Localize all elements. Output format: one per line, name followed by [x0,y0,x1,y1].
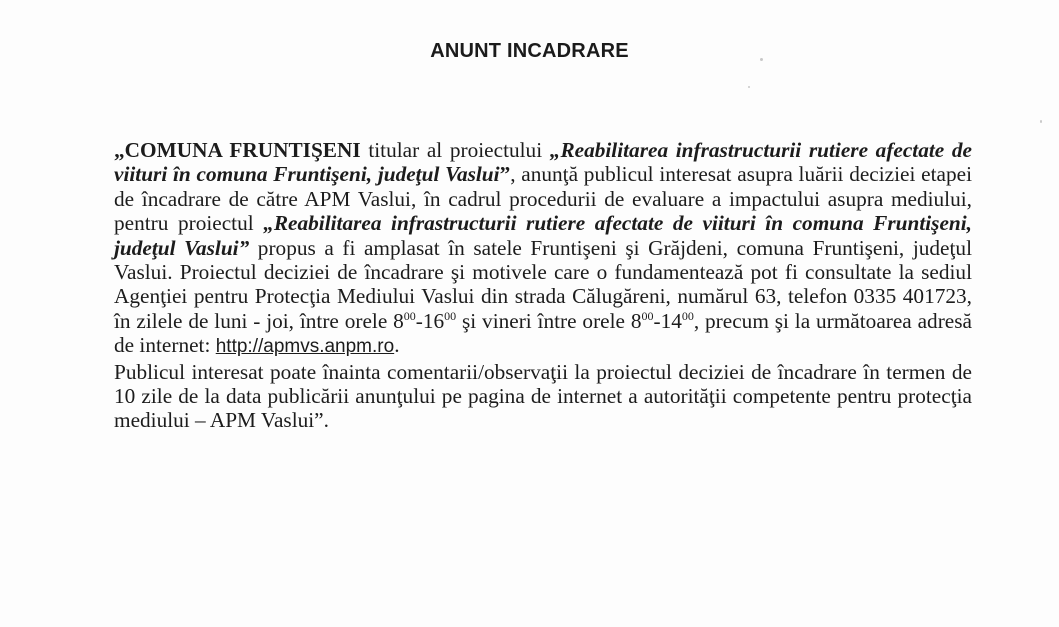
text-segment: propus a fi amplasat în satele Fruntişeni şi Grăjdeni, comuna Fruntişeni, judeţul Vaslui. Proiectul deciziei de încadrare şi motivele care o fundamentează pot fi consultate la sediul Agenţiei pentru Protecţia Mediului Vaslui din strada Călugăreni, numărul 63, telefon 0335 401723, în zilele de luni - joi, între orele [114,235,972,333]
scan-speck [748,86,750,88]
project-name-repeat: „Reabilitarea infrastructurii rutiere afectate de viituri în comuna Fruntişeni, judeţul Vaslui” [114,211,972,260]
open-quote: „ [114,138,125,162]
text-segment: titular al proiectului [360,138,550,162]
announcement-title: ANUNT INCADRARE [430,40,629,62]
announcement-paragraph-2: Publicul interesat poate înainta comentarii/observaţii la proiectul deciziei de încadrare în termen de 10 zile de la data publicării anunţului pe pagina de internet a autorităţii competente pentru protecţia mediului – APM Vaslui”. [114,359,972,433]
hours-superscript: 00 [641,308,654,323]
hours-weekdays-end: -16 [415,308,445,333]
hours-superscript: 00 [444,308,457,323]
project-name-quote-open: „ [549,138,561,162]
announcement-body [114,138,972,433]
scan-speck [1040,120,1042,123]
announcement-paragraph-1 [114,138,972,360]
website-link[interactable]: http://apmvs.anpm.ro [215,336,395,358]
text-segment: . [394,333,400,358]
project-holder: COMUNA FRUNTIŞENI [124,138,361,162]
project-name: Reabilitarea infrastructurii rutiere afectate de viituri în comuna Fruntişeni, judeţul Vaslui [114,138,972,187]
project-name-quote-close: ” [499,162,511,187]
text-segment: , anunţă publicul interesat asupra luării deciziei etapei de încadrare de către APM Vaslui, în cadrul procedurii de evaluare a impactului asupra mediului, pentru proiectul [114,162,972,236]
text-segment: , precum şi la următoarea adresă de internet: [114,308,972,358]
hours-friday-end: -14 [653,308,682,333]
hours-weekdays-start: 8 [393,308,404,333]
hours-superscript: 00 [681,308,694,323]
hours-friday-start: 8 [630,308,642,333]
text-segment: şi vineri între orele [456,308,631,333]
hours-superscript: 00 [403,308,416,323]
